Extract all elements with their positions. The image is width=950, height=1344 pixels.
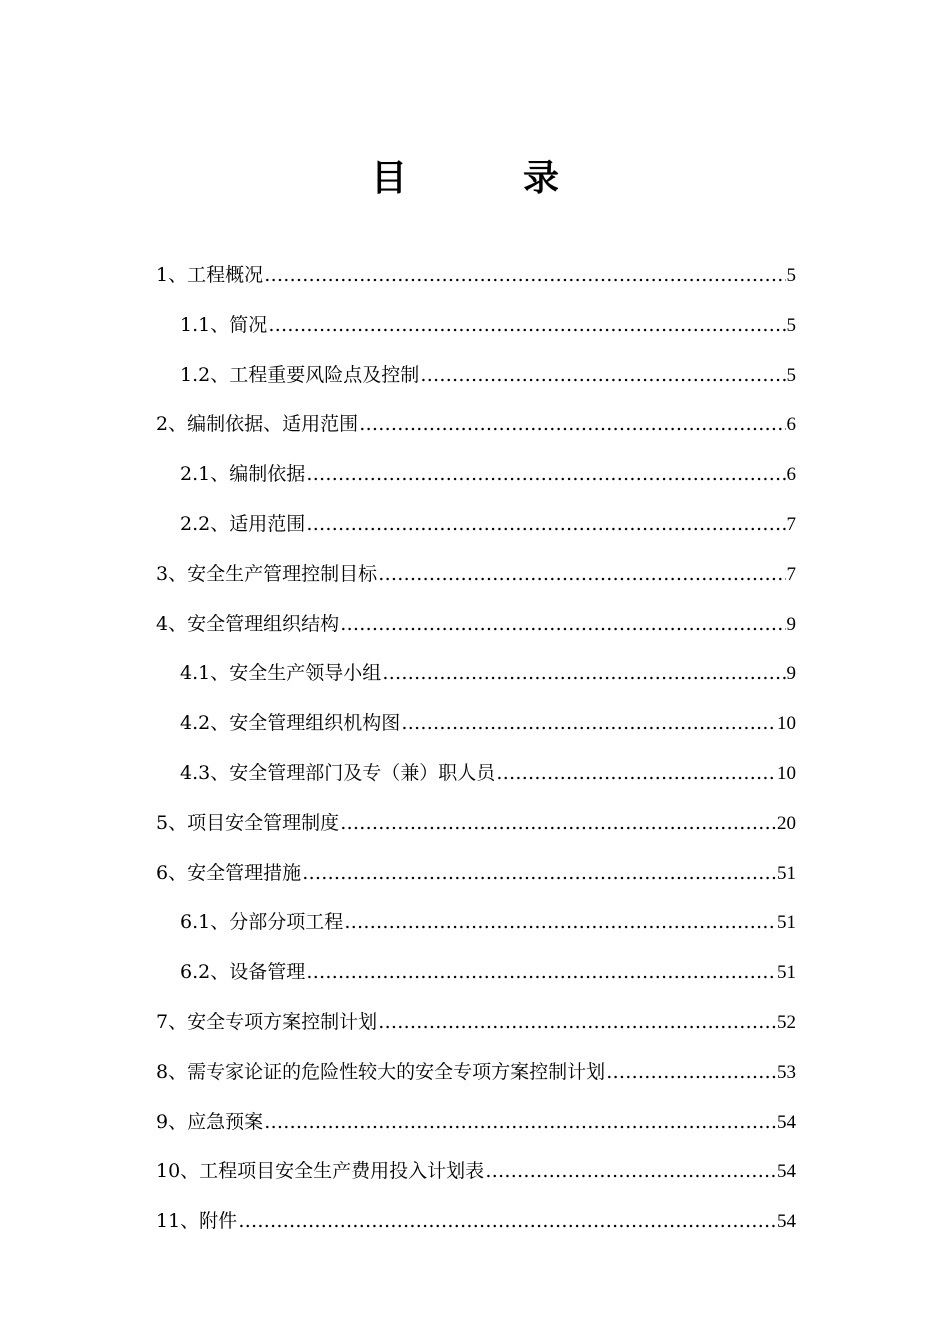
- toc-dot-leader: [306, 504, 785, 544]
- toc-entry[interactable]: [156, 554, 796, 604]
- toc-list: [156, 255, 796, 1251]
- toc-entry-page: 51: [777, 862, 796, 884]
- toc-entry[interactable]: [156, 355, 796, 405]
- toc-entry-page: 10: [777, 762, 796, 784]
- toc-entry-page: 5: [786, 314, 796, 336]
- toc-dot-leader: [420, 355, 785, 395]
- toc-entry-label: 6.1、分部分项工程: [180, 911, 344, 934]
- toc-entry-label: 7、安全专项方案控制计划: [156, 1010, 378, 1033]
- toc-dot-leader: [344, 902, 776, 942]
- toc-dot-leader: [264, 255, 785, 295]
- toc-entry-page: 53: [777, 1061, 796, 1083]
- toc-entry[interactable]: [156, 853, 796, 903]
- toc-entry-label: 6.2、设备管理: [180, 961, 306, 984]
- toc-dot-leader: [264, 1102, 776, 1142]
- toc-entry-page: 9: [786, 663, 796, 685]
- toc-dot-leader: [340, 604, 785, 644]
- toc-entry-page: 5: [786, 364, 796, 386]
- toc-entry[interactable]: [156, 1151, 796, 1201]
- toc-dot-leader: [306, 454, 785, 494]
- toc-entry[interactable]: [156, 604, 796, 654]
- toc-entry[interactable]: [156, 952, 796, 1002]
- toc-entry[interactable]: [156, 255, 796, 305]
- toc-entry-label: 4.1、安全生产领导小组: [180, 662, 382, 685]
- toc-entry-page: 9: [786, 613, 796, 635]
- toc-entry-page: 20: [777, 812, 796, 834]
- toc-dot-leader: [306, 952, 776, 992]
- toc-entry-label: 4、安全管理组织结构: [156, 612, 340, 635]
- toc-entry[interactable]: [156, 653, 796, 703]
- toc-entry-label: 6、安全管理措施: [156, 861, 302, 884]
- toc-entry-label: 3、安全生产管理控制目标: [156, 562, 378, 585]
- toc-entry[interactable]: [156, 1201, 796, 1251]
- toc-title: 目 录: [370, 157, 599, 199]
- toc-entry-label: 1、工程概况: [156, 264, 264, 286]
- toc-dot-leader: [378, 554, 785, 594]
- toc-entry-label: 1.2、工程重要风险点及控制: [180, 363, 420, 386]
- toc-entry[interactable]: [156, 803, 796, 853]
- toc-entry-page: 7: [786, 513, 796, 535]
- toc-entry-page: 6: [786, 464, 796, 486]
- toc-entry-label: 2.1、编制依据: [180, 463, 306, 486]
- toc-dot-leader: [238, 1201, 776, 1241]
- toc-entry-label: 4.2、安全管理组织机构图: [180, 712, 401, 735]
- toc-entry-label: 4.3、安全管理部门及专（兼）职人员: [180, 761, 496, 784]
- toc-dot-leader: [496, 753, 776, 793]
- toc-dot-leader: [382, 653, 785, 693]
- toc-entry[interactable]: [156, 454, 796, 504]
- toc-dot-leader: [340, 803, 776, 843]
- toc-entry-page: 10: [777, 713, 796, 735]
- toc-entry-page: 6: [786, 414, 796, 436]
- toc-entry-label: 5、项目安全管理制度: [156, 811, 340, 834]
- toc-dot-leader: [606, 1052, 776, 1092]
- toc-entry-label: 11、附件: [156, 1210, 238, 1233]
- toc-entry-label: 9、应急预案: [156, 1110, 264, 1133]
- toc-dot-leader: [378, 1002, 776, 1042]
- toc-entry[interactable]: [156, 305, 796, 355]
- toc-entry-page: 5: [786, 265, 796, 286]
- toc-dot-leader: [268, 305, 785, 345]
- toc-entry-label: 2、编制依据、适用范围: [156, 413, 359, 436]
- toc-entry[interactable]: [156, 753, 796, 803]
- toc-dot-leader: [401, 703, 776, 743]
- toc-entry[interactable]: [156, 1002, 796, 1052]
- toc-entry-page: 52: [777, 1011, 796, 1033]
- toc-entry[interactable]: [156, 1102, 796, 1152]
- toc-entry[interactable]: [156, 504, 796, 554]
- toc-entry-label: 1.1、简况: [180, 313, 268, 336]
- toc-entry-label: 8、需专家论证的危险性较大的安全专项方案控制计划: [156, 1060, 606, 1083]
- toc-dot-leader: [302, 853, 776, 893]
- toc-entry[interactable]: [156, 404, 796, 454]
- toc-entry-label: 10、工程项目安全生产费用投入计划表: [156, 1160, 485, 1183]
- toc-entry-page: 54: [777, 1211, 796, 1233]
- toc-entry[interactable]: [156, 703, 796, 753]
- toc-entry[interactable]: [156, 1052, 796, 1102]
- toc-entry-page: 54: [777, 1161, 796, 1183]
- toc-entry-page: 51: [777, 962, 796, 984]
- toc-entry-page: 51: [777, 912, 796, 934]
- toc-entry-page: 7: [786, 563, 796, 585]
- toc-entry-label: 2.2、适用范围: [180, 512, 306, 535]
- toc-dot-leader: [359, 404, 785, 444]
- toc-entry-page: 54: [777, 1111, 796, 1133]
- toc-dot-leader: [485, 1151, 776, 1191]
- toc-entry[interactable]: [156, 902, 796, 952]
